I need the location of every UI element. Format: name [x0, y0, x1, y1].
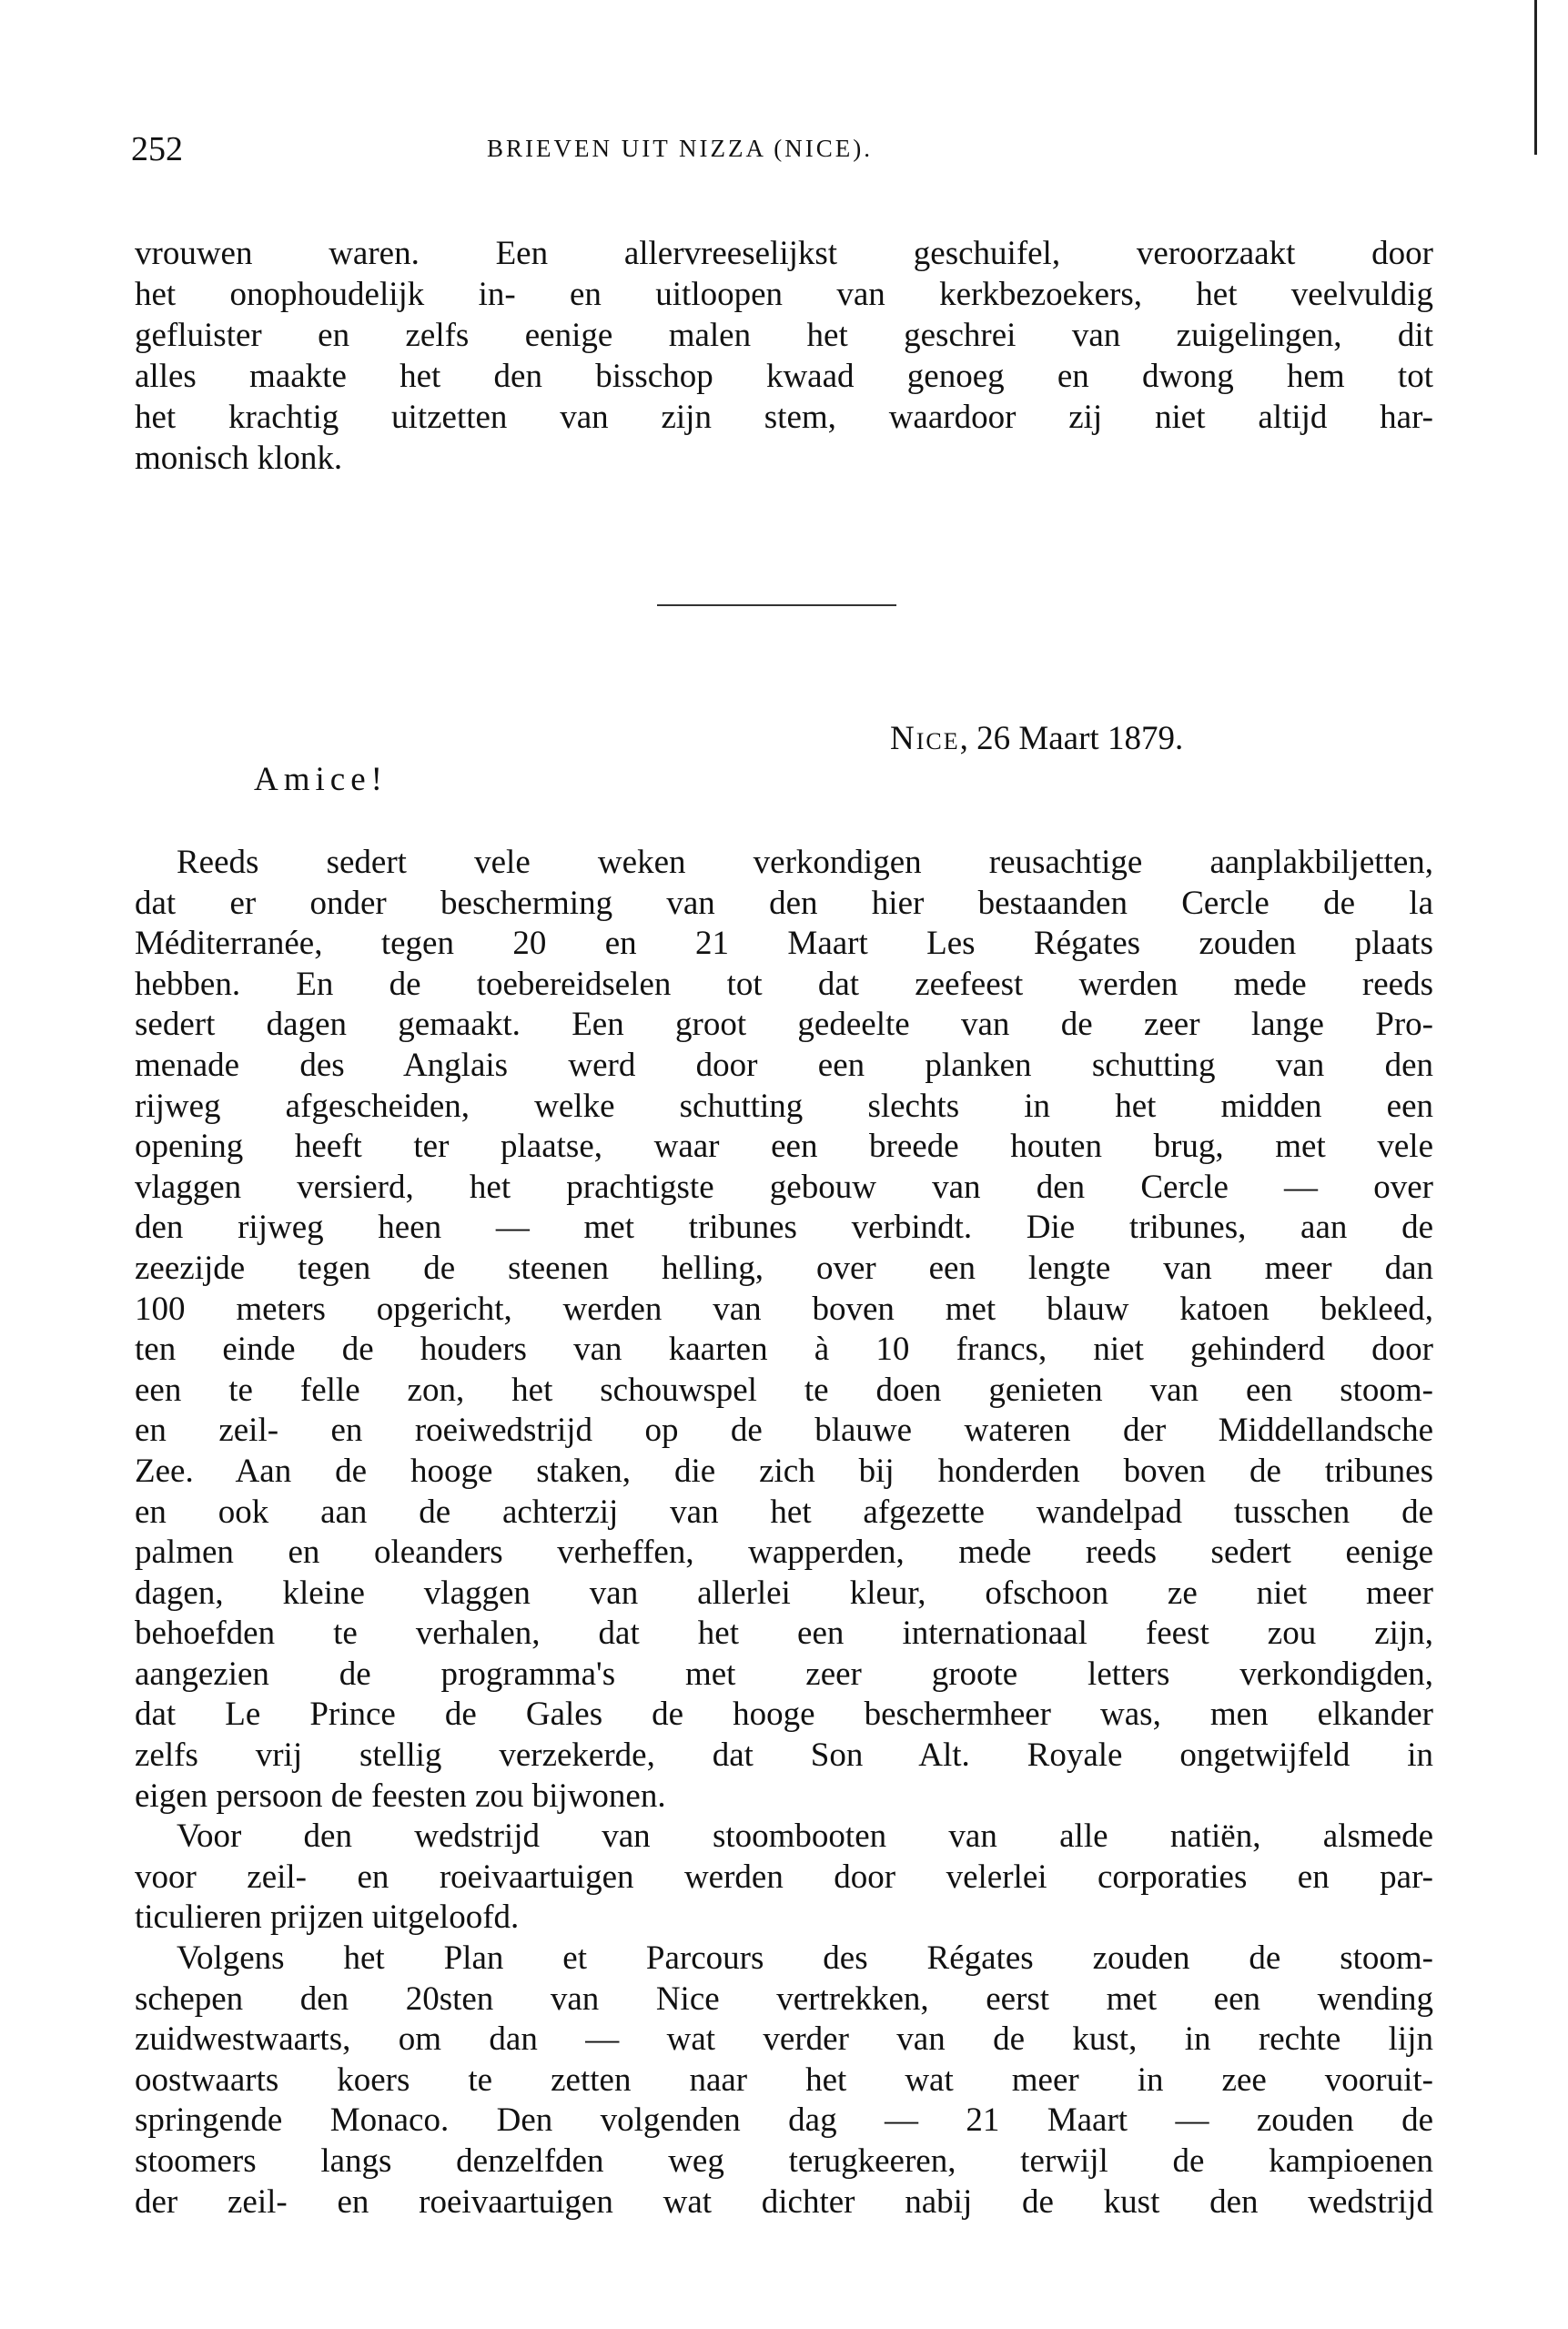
text-line: Reeds sedert vele weken verkondigen reusachtige aanplakbiljetten,	[177, 844, 1433, 881]
text-line: eigen persoon de feesten zou bijwonen.	[135, 1777, 666, 1815]
text-line: springende Monaco. Den volgenden dag — 21 Maart — zouden de	[135, 2101, 1433, 2140]
text-line: vrouwen waren. Een allervreeselijkst geschuifel, veroorzaakt door	[135, 235, 1433, 272]
intro-paragraph	[135, 233, 1433, 479]
letter-salutation: Amice!	[254, 761, 388, 798]
letter-dateline	[890, 719, 1183, 758]
text-line: voor zeil- en roeivaartuigen werden door velerlei corporaties en par-	[135, 1858, 1433, 1896]
paragraph	[135, 843, 1433, 1817]
text-line: een te felle zon, het schouwspel te doen genieten van een stoom-	[135, 1371, 1433, 1409]
text-line: en zeil- en roeiwedstrijd op de blauwe wateren der Middellandsche	[135, 1412, 1433, 1450]
text-line: Zee. Aan de hooge staken, die zich bij honderden boven de tribunes	[135, 1452, 1433, 1490]
text-line: sedert dagen gemaakt. Een groot gedeelte van de zeer lange Pro-	[135, 1006, 1433, 1044]
text-line: dagen, kleine vlaggen van allerlei kleur, ofschoon ze niet meer	[135, 1574, 1433, 1612]
text-line: opening heeft ter plaatse, waar een breede houten brug, met vele	[135, 1128, 1433, 1166]
text-line: ticulieren prijzen uitgeloofd.	[135, 1899, 520, 1937]
text-line: en ook aan de achterzij van het afgezette wandelpad tusschen de	[135, 1493, 1433, 1531]
text-line: der zeil- en roeivaartuigen wat dichter nabij de kust den wedstrijd	[135, 2182, 1433, 2221]
scan-edge-artifact	[1534, 0, 1537, 155]
text-line: monisch klonk.	[135, 440, 343, 477]
text-line: dat Le Prince de Gales de hooge beschermheer was, men elkander	[135, 1696, 1433, 1734]
text-line: stoomers langs denzelfden weg terugkeeren, terwijl de kampioenen	[135, 2142, 1433, 2180]
text-line: Voor den wedstrijd van stoombooten van alle natiën, alsmede	[177, 1818, 1433, 1856]
text-line: rijweg afgescheiden, welke schutting slechts in het midden een	[135, 1087, 1433, 1125]
text-line: zelfs vrij stellig verzekerde, dat Son Alt. Royale ongetwijfeld in	[135, 1737, 1433, 1775]
text-line: palmen en oleanders verheffen, wapperden, mede reeds sedert eenige	[135, 1534, 1433, 1572]
text-line: ten einde de houders van kaarten à 10 francs, niet gehinderd door	[135, 1331, 1433, 1369]
date-text: , 26 Maart 1879.	[959, 720, 1184, 757]
paragraph	[135, 1939, 1433, 2223]
letter-body	[135, 843, 1433, 2223]
text-line: Volgens het Plan et Parcours des Régates zouden de stoom-	[177, 1939, 1433, 1978]
text-line: 100 meters opgericht, werden van boven met blauw katoen bekleed,	[135, 1290, 1433, 1328]
running-title: BRIEVEN UIT NIZZA (NICE).	[487, 135, 873, 162]
section-divider	[657, 604, 896, 606]
text-line: oostwaarts koers te zetten naar het wat meer in zee vooruit-	[135, 2061, 1433, 2099]
text-line: aangezien de programma's met zeer groote letters verkondigden,	[135, 1655, 1433, 1693]
text-line: zuidwestwaarts, om dan — wat verder van de kust, in rechte lijn	[135, 2020, 1433, 2059]
page-number: 252	[131, 130, 183, 168]
text-line: alles maakte het den bisschop kwaad genoeg en dwong hem tot	[135, 358, 1433, 395]
text-line: schepen den 20sten van Nice vertrekken, eerst met een wending	[135, 1980, 1433, 2018]
text-line: dat er onder bescherming van den hier bestaanden Cercle de la	[135, 884, 1433, 922]
text-line: den rijweg heen — met tribunes verbindt. Die tribunes, aan de	[135, 1209, 1433, 1247]
paragraph	[135, 1817, 1433, 1939]
text-line: behoefden te verhalen, dat het een internationaal feest zou zijn,	[135, 1615, 1433, 1653]
text-line: menade des Anglais werd door een planken schutting van den	[135, 1046, 1433, 1084]
text-line: het krachtig uitzetten van zijn stem, waardoor zij niet altijd har-	[135, 399, 1433, 436]
text-line: gefluister en zelfs eenige malen het geschrei van zuigelingen, dit	[135, 317, 1433, 354]
text-line: vlaggen versierd, het prachtigste gebouw van den Cercle — over	[135, 1168, 1433, 1206]
date-place: Nice	[890, 720, 960, 757]
text-line: Méditerranée, tegen 20 en 21 Maart Les Régates zouden plaats	[135, 925, 1433, 963]
text-line: het onophoudelijk in- en uitloopen van kerkbezoekers, het veelvuldig	[135, 276, 1433, 313]
text-line: zeezijde tegen de steenen helling, over een lengte van meer dan	[135, 1249, 1433, 1287]
text-line: hebben. En de toebereidselen tot dat zeefeest werden mede reeds	[135, 965, 1433, 1003]
